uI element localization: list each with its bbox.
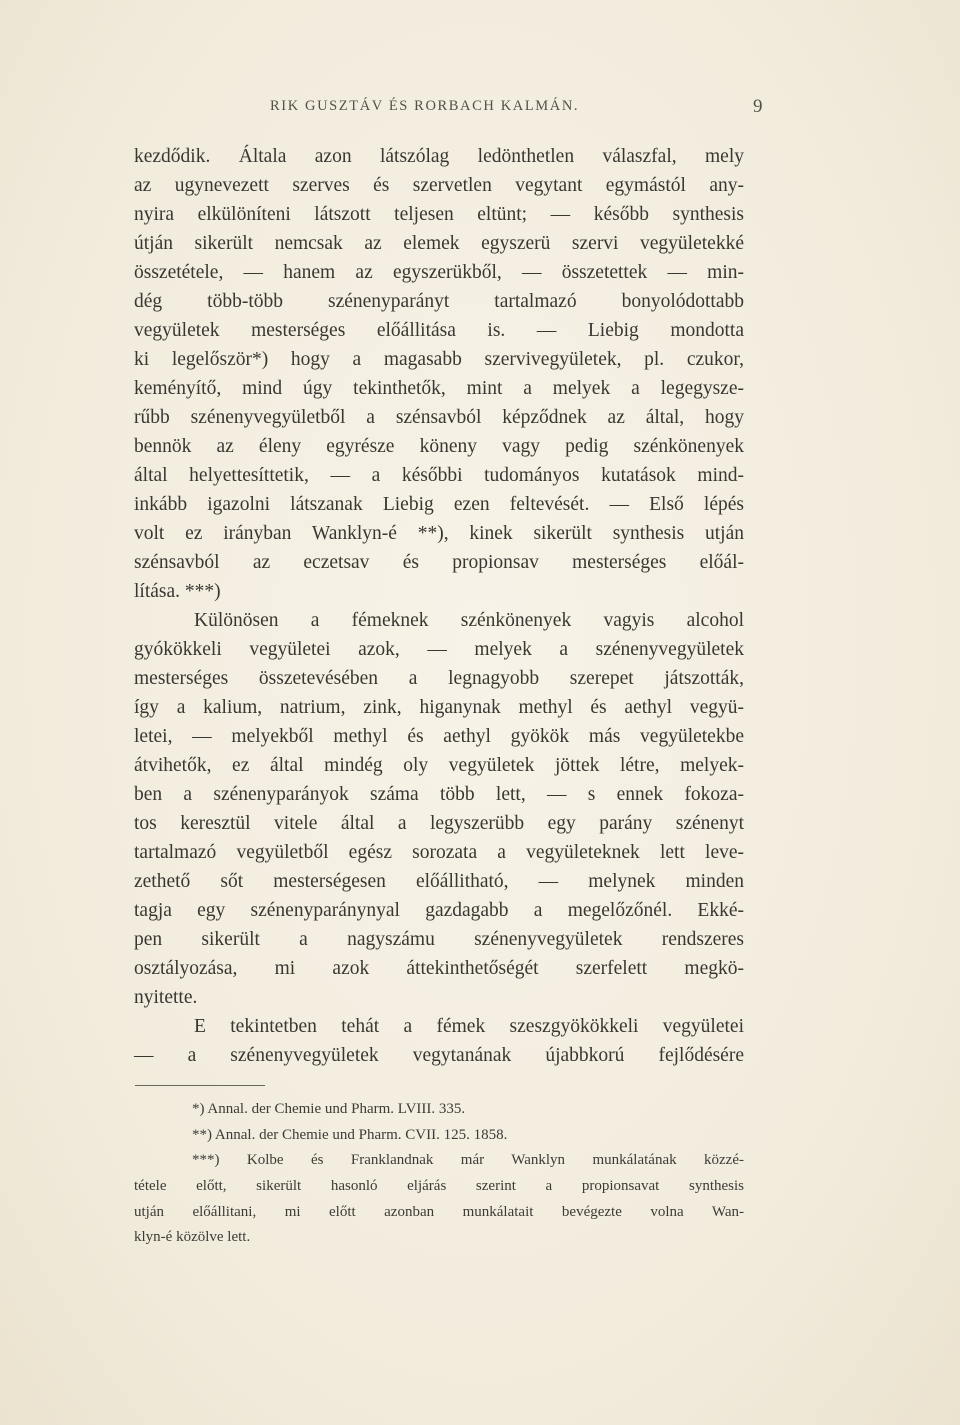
body-line: tos keresztül vitele által a legyszerübb egy parány szénenyt <box>134 813 744 834</box>
body-line: szénsavból az eczetsav és propionsav mesterséges előál- <box>134 552 744 573</box>
body-line: által helyettesíttetik, — a későbbi tudományos kutatások mind- <box>134 465 744 486</box>
body-line: átvihetők, ez által mindég oly vegyületek jöttek létre, melyek- <box>134 755 744 776</box>
body-line: vegyületek mesterséges előállitása is. — Liebig mondotta <box>134 320 744 341</box>
body-line: mesterséges összetevésében a legnagyobb szerepet játszották, <box>134 668 744 689</box>
body-line: tartalmazó vegyületből egész sorozata a vegyületeknek lett leve- <box>134 842 744 863</box>
footnote-line: ***) Kolbe és Franklandnak már Wanklyn munkálatának közzé- <box>192 1152 744 1169</box>
body-line: nyira elkülöníteni látszott teljesen eltünt; — később synthesis <box>134 204 744 225</box>
body-line: bennök az éleny egyrésze köneny vagy pedig szénkönenyek <box>134 436 744 457</box>
body-line: inkább igazolni látszanak Liebig ezen feltevését. — Első lépés <box>134 494 744 515</box>
body-line: pen sikerült a nagyszámu szénenyvegyületek rendszeres <box>134 929 744 950</box>
body-line: rűbb szénenyvegyületből a szénsavból képződnek az által, hogy <box>134 407 744 428</box>
running-head: RIK GUSZTÁV ÉS RORBACH KALMÁN. <box>270 98 580 114</box>
body-line: ben a szénenyparányok száma több lett, — s ennek fokoza- <box>134 784 744 805</box>
footnote-line: utján előállitani, mi előtt azonban munkálatait bevégezte volna Wan- <box>134 1203 744 1220</box>
footnote-divider <box>135 1085 265 1086</box>
body-line: így a kalium, natrium, zink, higanynak methyl és aethyl vegyü- <box>134 697 744 718</box>
body-line: lítása. ***) <box>134 581 221 602</box>
body-line: — a szénenyvegyületek vegytanának újabbkorú fejlődésére <box>134 1045 744 1066</box>
body-line: az ugynevezett szerves és szervetlen vegytant egymástól any- <box>134 175 744 196</box>
paragraph-start-line: E tekintetben tehát a fémek szeszgyökökkeli vegyületei <box>194 1016 744 1037</box>
footnote-line: klyn-é közölve lett. <box>134 1229 251 1246</box>
footnote-line: tétele előtt, sikerült hasonló eljárás szerint a propionsavat synthesis <box>134 1178 744 1195</box>
footnotes <box>134 1097 744 1251</box>
body-line: gyókökkeli vegyületei azok, — melyek a szénenyvegyületek <box>134 639 744 660</box>
body-line: kezdődik. Általa azon látszólag ledönthetlen válaszfal, mely <box>134 146 744 167</box>
body-line: letei, — melyekből methyl és aethyl gyökök más vegyületekbe <box>134 726 744 747</box>
paragraph-start-line: Különösen a fémeknek szénkönenyek vagyis alcohol <box>194 610 744 631</box>
body-line: dég több-több szénenyparányt tartalmazó bonyolódottabb <box>134 291 744 312</box>
body-line: ki legelőször*) hogy a magasabb szervivegyületek, pl. czukor, <box>134 349 744 370</box>
body-text <box>134 142 744 1070</box>
body-line: nyitette. <box>134 987 198 1008</box>
body-line: tagja egy szénenyparánynyal gazdagabb a megelőzőnél. Ekké- <box>134 900 744 921</box>
footnote-line: *) Annal. der Chemie und Pharm. LVIII. 335. <box>192 1101 466 1117</box>
body-line: útján sikerült nemcsak az elemek egyszerü szervi vegyületekké <box>134 233 744 254</box>
body-line: osztályozása, mi azok áttekinthetőségét szerfelett megkö- <box>134 958 744 979</box>
body-line: összetétele, — hanem az egyszerükből, — összetettek — min- <box>134 262 744 283</box>
body-line: zethető sőt mesterségesen előállitható, — melynek minden <box>134 871 744 892</box>
body-line: keményítő, mind úgy tekinthetők, mint a melyek a legegysze- <box>134 378 744 399</box>
footnote-line: **) Annal. der Chemie und Pharm. CVII. 125. 1858. <box>192 1126 508 1143</box>
page-number: 9 <box>753 96 763 117</box>
body-line: volt ez irányban Wanklyn-é **), kinek sikerült synthesis utján <box>134 523 744 544</box>
